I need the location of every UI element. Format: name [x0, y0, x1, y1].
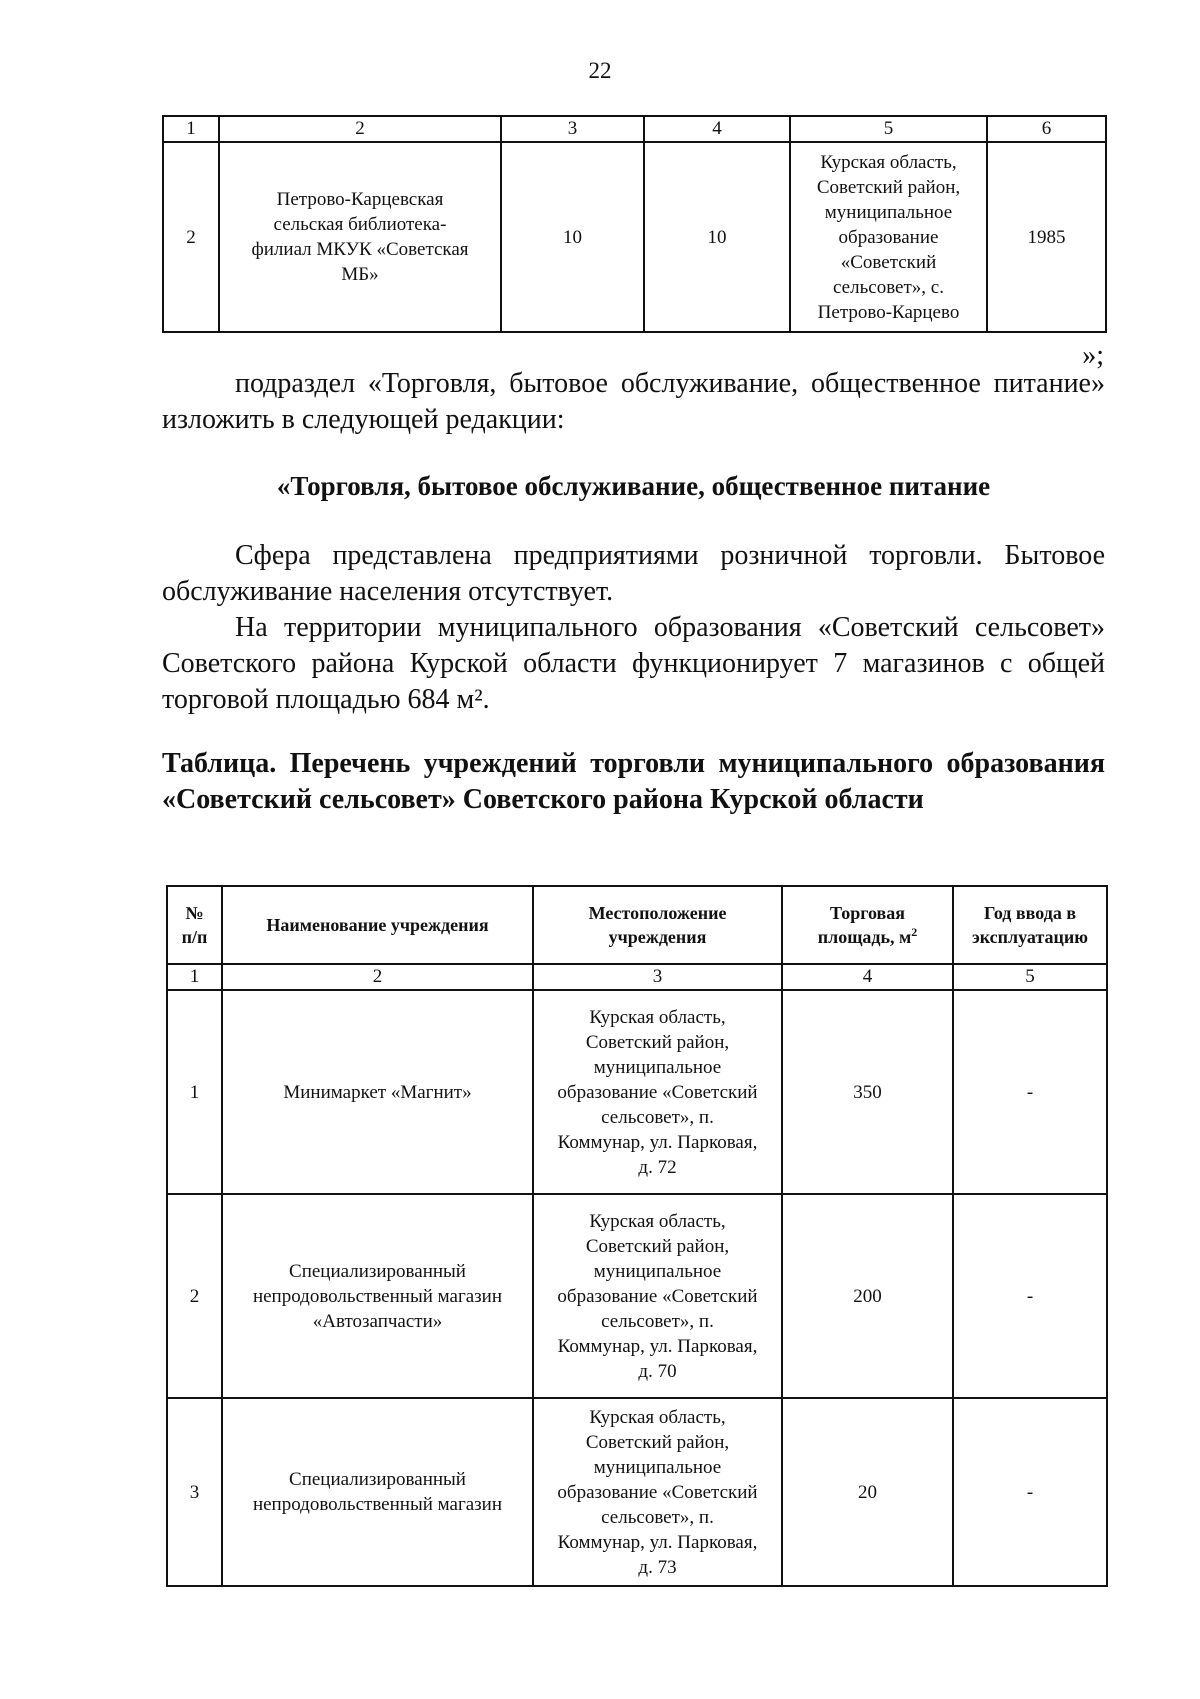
index-cell: 4	[782, 964, 953, 990]
paragraph-territory: На территории муниципального образования «Советский сельсовет» Советского района Курской области функционирует 7 магазинов с общей торговой площадью 684 м².	[162, 612, 1105, 715]
institution-location: Курская область, Советский район, муниципальное образование «Советский сельсовет», п. Коммунар, ул. Парковая, д. 70	[533, 1194, 782, 1398]
index-cell: 6	[987, 116, 1106, 142]
index-cell: 1	[167, 964, 222, 990]
table-row	[167, 1398, 1107, 1586]
table-row	[167, 1194, 1107, 1398]
index-cell: 2	[219, 116, 501, 142]
cell-col3: 10	[501, 142, 644, 332]
institution-name: Петрово-Карцевская сельская библиотека-филиал МКУК «Советская МБ»	[219, 142, 501, 332]
institution-location: Курская область, Советский район, муниципальное образование «Советский сельсовет», п. Коммунар, ул. Парковая, д. 72	[533, 990, 782, 1194]
row-number: 2	[163, 142, 219, 332]
table-index-row	[163, 116, 1106, 142]
table-index-row	[167, 964, 1107, 990]
table-row	[167, 990, 1107, 1194]
table-caption: Таблица. Перечень учреждений торговли муниципального образования «Советский сельсовет» Советского района Курской области	[162, 748, 1105, 815]
trade-table	[166, 885, 1108, 1587]
index-cell: 3	[533, 964, 782, 990]
paragraph-subsection: подраздел «Торговля, бытовое обслуживание, общественное питание» изложить в следующей редакции:	[162, 368, 1105, 435]
paragraph-sphere: Сфера представлена предприятиями розничной торговли. Бытовое обслуживание населения отсутствует.	[162, 540, 1105, 607]
year-commissioned: -	[953, 1194, 1107, 1398]
header-location: Местоположение учреждения	[533, 886, 782, 964]
header-area-text: Торговая площадь, м	[817, 903, 912, 947]
trade-area: 200	[782, 1194, 953, 1398]
index-cell: 3	[501, 116, 644, 142]
year-commissioned: 1985	[987, 142, 1106, 332]
index-cell: 2	[222, 964, 533, 990]
year-commissioned: -	[953, 1398, 1107, 1586]
year-commissioned: -	[953, 990, 1107, 1194]
table-header-row	[167, 886, 1107, 964]
library-table	[162, 115, 1107, 333]
index-cell: 1	[163, 116, 219, 142]
index-cell: 5	[953, 964, 1107, 990]
institution-name: Минимаркет «Магнит»	[222, 990, 533, 1194]
institution-name: Специализированный непродовольственный магазин	[222, 1398, 533, 1586]
index-cell: 4	[644, 116, 790, 142]
closing-quote: »;	[1082, 340, 1104, 371]
table-row	[163, 142, 1106, 332]
row-number: 3	[167, 1398, 222, 1586]
cell-col4: 10	[644, 142, 790, 332]
trade-area: 20	[782, 1398, 953, 1586]
header-name: Наименование учреждения	[222, 886, 533, 964]
row-number: 2	[167, 1194, 222, 1398]
header-area	[782, 886, 953, 964]
institution-location: Курская область, Советский район, муниципальное образование «Советский сельсовет», п. Коммунар, ул. Парковая, д. 73	[533, 1398, 782, 1586]
trade-area: 350	[782, 990, 953, 1194]
header-num: № п/п	[167, 886, 222, 964]
index-cell: 5	[790, 116, 987, 142]
header-year: Год ввода в эксплуатацию	[953, 886, 1107, 964]
header-area-sup: 2	[911, 925, 918, 939]
row-number: 1	[167, 990, 222, 1194]
page-number: 22	[588, 58, 612, 83]
institution-name: Специализированный непродовольственный магазин «Автозапчасти»	[222, 1194, 533, 1398]
section-heading: «Торговля, бытовое обслуживание, общественное питание	[276, 471, 991, 501]
institution-location: Курская область, Советский район, муниципальное образование «Советский сельсовет», с. Петрово-Карцево	[790, 142, 987, 332]
